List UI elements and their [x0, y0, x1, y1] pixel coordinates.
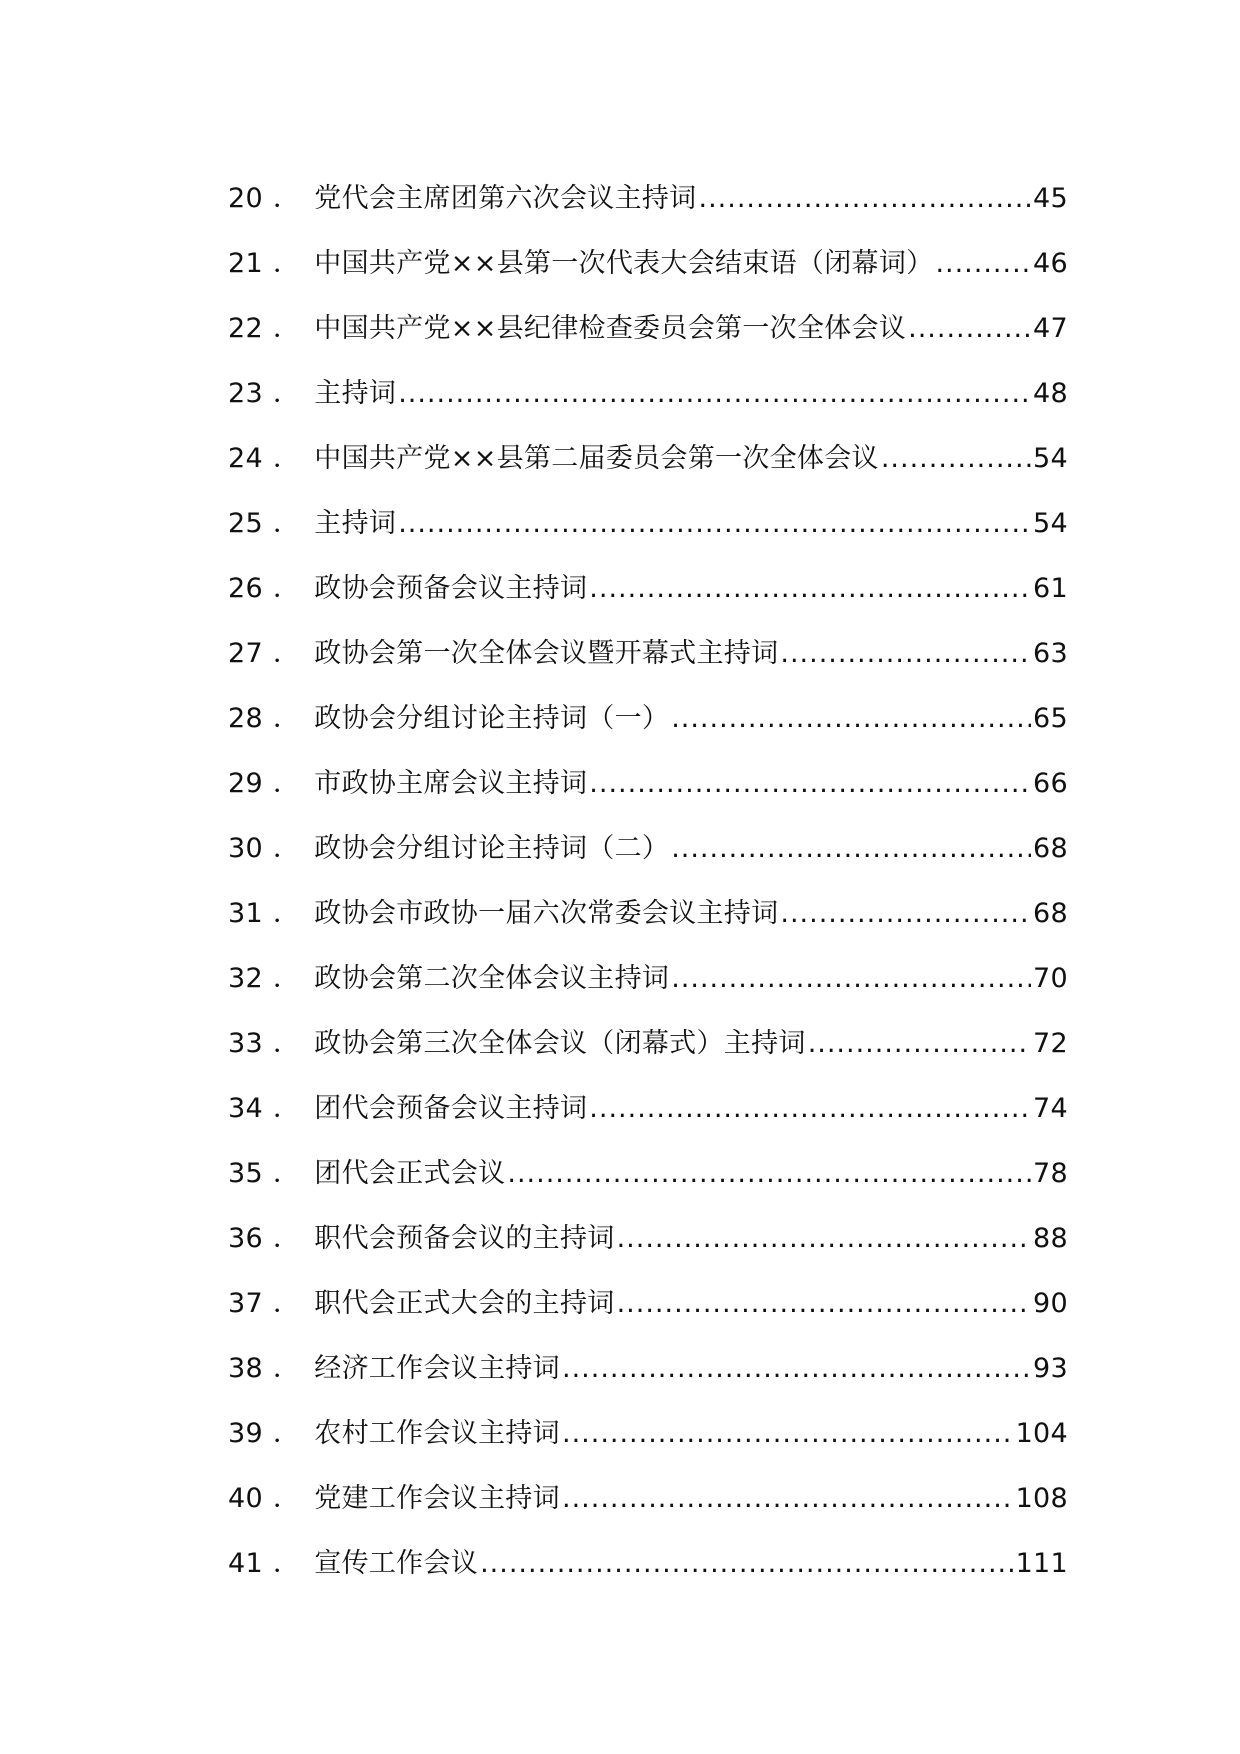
- toc-entry-page-number: 63: [1033, 638, 1068, 669]
- toc-dot-leader: [589, 751, 1031, 816]
- toc-entry-page-number: 54: [1033, 508, 1068, 539]
- toc-entry-number: 23: [228, 378, 263, 409]
- toc-entry-separator: ．: [272, 1028, 301, 1059]
- toc-entry-separator: ．: [272, 898, 301, 929]
- toc-entry-title: 职代会预备会议的主持词: [314, 1223, 615, 1254]
- toc-dot-leader: [562, 1466, 1014, 1531]
- toc-entry-title: 主持词: [314, 508, 397, 539]
- toc-dot-leader: [589, 556, 1031, 621]
- toc-entry-number: 22: [228, 313, 263, 344]
- toc-entry[interactable]: [228, 1271, 1068, 1336]
- toc-entry-page-number: 48: [1033, 378, 1068, 409]
- toc-entry-number: 29: [228, 768, 263, 799]
- toc-entry-separator: ．: [272, 443, 301, 474]
- toc-dot-leader: [671, 946, 1031, 1011]
- toc-entry[interactable]: [228, 881, 1068, 946]
- toc-entry-number: 24: [228, 443, 263, 474]
- toc-entry-title: 政协会第二次全体会议主持词: [314, 963, 670, 994]
- toc-entry-number: 28: [228, 703, 263, 734]
- toc-entry[interactable]: [228, 1141, 1068, 1206]
- toc-entry[interactable]: [228, 1531, 1068, 1596]
- toc-entry[interactable]: [228, 231, 1068, 296]
- toc-dot-leader: [562, 1401, 1014, 1466]
- toc-entry-number: 33: [228, 1028, 263, 1059]
- toc-entry-separator: ．: [272, 703, 301, 734]
- toc-entry-separator: ．: [272, 573, 301, 604]
- toc-entry-number: 27: [228, 638, 263, 669]
- toc-entry-title: 政协会分组讨论主持词（二）: [314, 833, 670, 864]
- toc-entry-title: 党代会主席团第六次会议主持词: [314, 183, 697, 214]
- toc-entry-separator: ．: [272, 1158, 301, 1189]
- toc-entry-page-number: 47: [1033, 313, 1068, 344]
- toc-entry-number: 38: [228, 1353, 263, 1384]
- toc-dot-leader: [698, 166, 1031, 231]
- toc-entry[interactable]: [228, 426, 1068, 491]
- toc-dot-leader: [589, 1076, 1031, 1141]
- toc-entry-number: 26: [228, 573, 263, 604]
- toc-entry-number: 41: [228, 1548, 263, 1579]
- toc-entry-separator: ．: [272, 1548, 301, 1579]
- toc-entry-title: 政协会预备会议主持词: [314, 573, 588, 604]
- toc-entry[interactable]: [228, 166, 1068, 231]
- toc-entry-title: 市政协主席会议主持词: [314, 768, 588, 799]
- toc-entry-separator: ．: [272, 1288, 301, 1319]
- toc-entry-number: 25: [228, 508, 263, 539]
- toc-entry-page-number: 74: [1033, 1093, 1068, 1124]
- toc-dot-leader: [507, 1141, 1031, 1206]
- toc-entry-separator: ．: [272, 1353, 301, 1384]
- toc-entry-separator: ．: [272, 313, 301, 344]
- toc-entry-title: 职代会正式大会的主持词: [314, 1288, 615, 1319]
- toc-entry-page-number: 46: [1033, 248, 1068, 279]
- toc-entry-number: 21: [228, 248, 263, 279]
- toc-entry-number: 32: [228, 963, 263, 994]
- toc-entry-page-number: 93: [1033, 1353, 1068, 1384]
- toc-entry-separator: ．: [272, 183, 301, 214]
- toc-entry-page-number: 111: [1015, 1548, 1068, 1579]
- toc-entry-separator: ．: [272, 1093, 301, 1124]
- toc-dot-leader: [398, 491, 1031, 556]
- toc-dot-leader: [908, 296, 1031, 361]
- toc-entry-title: 政协会第三次全体会议（闭幕式）主持词: [314, 1028, 806, 1059]
- toc-entry-number: 30: [228, 833, 263, 864]
- toc-entry[interactable]: [228, 1466, 1068, 1531]
- toc-entry[interactable]: [228, 1076, 1068, 1141]
- toc-entry-separator: ．: [272, 638, 301, 669]
- toc-dot-leader: [617, 1271, 1031, 1336]
- toc-entry-number: 31: [228, 898, 263, 929]
- toc-dot-leader: [881, 426, 1031, 491]
- toc-entry[interactable]: [228, 1011, 1068, 1076]
- toc-entry-page-number: 65: [1033, 703, 1068, 734]
- toc-entry-separator: ．: [272, 1223, 301, 1254]
- toc-entry[interactable]: [228, 1336, 1068, 1401]
- toc-entry-title: 党建工作会议主持词: [314, 1483, 560, 1514]
- toc-entry-title: 政协会市政协一届六次常委会议主持词: [314, 898, 779, 929]
- toc-entry-page-number: 70: [1033, 963, 1068, 994]
- toc-entry-page-number: 68: [1033, 898, 1068, 929]
- toc-entry-page-number: 72: [1033, 1028, 1068, 1059]
- toc-entry[interactable]: [228, 556, 1068, 621]
- toc-entry-separator: ．: [272, 1418, 301, 1449]
- toc-entry-separator: ．: [272, 833, 301, 864]
- toc-entry[interactable]: [228, 491, 1068, 556]
- toc-dot-leader: [780, 621, 1031, 686]
- toc-entry-separator: ．: [272, 378, 301, 409]
- toc-dot-leader: [671, 816, 1031, 881]
- toc-entry-separator: ．: [272, 1483, 301, 1514]
- toc-dot-leader: [480, 1531, 1013, 1596]
- toc-entry-title: 中国共产党××县第二届委员会第一次全体会议: [314, 443, 879, 474]
- toc-entry-title: 主持词: [314, 378, 397, 409]
- toc-entry-page-number: 45: [1033, 183, 1068, 214]
- toc-entry-number: 40: [228, 1483, 263, 1514]
- toc-dot-leader: [780, 881, 1031, 946]
- toc-entry-page-number: 54: [1033, 443, 1068, 474]
- toc-entry-number: 20: [228, 183, 263, 214]
- toc-dot-leader: [398, 361, 1031, 426]
- toc-entry[interactable]: [228, 361, 1068, 426]
- toc-entry-title: 农村工作会议主持词: [314, 1418, 560, 1449]
- toc-entry[interactable]: [228, 946, 1068, 1011]
- toc-entry-page-number: 104: [1015, 1418, 1068, 1449]
- toc-entry-separator: ．: [272, 508, 301, 539]
- toc-entry-title: 团代会预备会议主持词: [314, 1093, 588, 1124]
- toc-entry-separator: ．: [272, 248, 301, 279]
- toc-entry-number: 34: [228, 1093, 263, 1124]
- toc-dot-leader: [671, 686, 1031, 751]
- toc-entry-title: 中国共产党××县第一次代表大会结束语（闭幕词）: [314, 248, 934, 279]
- toc-entry-page-number: 78: [1033, 1158, 1068, 1189]
- toc-entry-title: 团代会正式会议: [314, 1158, 506, 1189]
- toc-dot-leader: [562, 1336, 1031, 1401]
- toc-entry-title: 中国共产党××县纪律检查委员会第一次全体会议: [314, 313, 907, 344]
- toc-entry-page-number: 88: [1033, 1223, 1068, 1254]
- toc-entry-number: 35: [228, 1158, 263, 1189]
- toc-dot-leader: [935, 231, 1031, 296]
- toc-entry-title: 政协会第一次全体会议暨开幕式主持词: [314, 638, 779, 669]
- toc-dot-leader: [617, 1206, 1031, 1271]
- toc-entry-title: 经济工作会议主持词: [314, 1353, 560, 1384]
- toc-entry-page-number: 66: [1033, 768, 1068, 799]
- toc-entry-number: 39: [228, 1418, 263, 1449]
- toc-entry-page-number: 108: [1015, 1483, 1068, 1514]
- toc-entry[interactable]: [228, 686, 1068, 751]
- toc-entry-page-number: 68: [1033, 833, 1068, 864]
- toc-entry-number: 36: [228, 1223, 263, 1254]
- toc-entry[interactable]: [228, 621, 1068, 686]
- toc-entry-title: 政协会分组讨论主持词（一）: [314, 703, 670, 734]
- toc-entry-separator: ．: [272, 768, 301, 799]
- toc-entry-separator: ．: [272, 963, 301, 994]
- toc-entry[interactable]: [228, 296, 1068, 361]
- toc-entry-title: 宣传工作会议: [314, 1548, 479, 1579]
- toc-entry-page-number: 90: [1033, 1288, 1068, 1319]
- toc-dot-leader: [808, 1011, 1031, 1076]
- toc-entry[interactable]: [228, 751, 1068, 816]
- toc-entry[interactable]: [228, 1401, 1068, 1466]
- table-of-contents: [228, 166, 1068, 1596]
- toc-entry[interactable]: [228, 816, 1068, 881]
- toc-entry[interactable]: [228, 1206, 1068, 1271]
- toc-entry-page-number: 61: [1033, 573, 1068, 604]
- toc-entry-number: 37: [228, 1288, 263, 1319]
